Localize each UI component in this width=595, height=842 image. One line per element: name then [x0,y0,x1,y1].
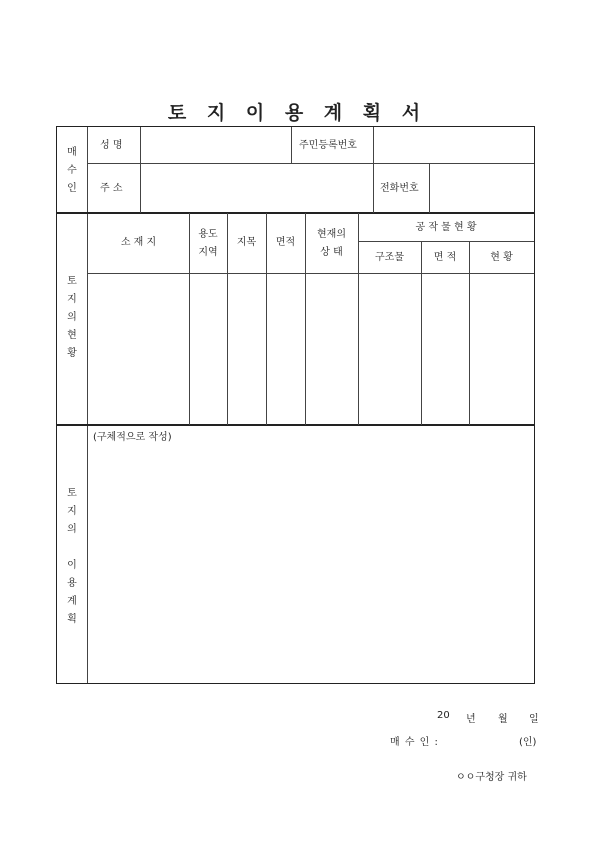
signer-label: 매 수 인 : [390,737,439,748]
struct-type-cell[interactable] [359,274,421,424]
date-month: 월 [498,714,508,725]
date-prefix: 20 [437,710,450,721]
land-status-section-label: 토 지 의 현 황 [67,276,77,359]
col-struct-status: 현 황 [490,252,513,263]
col-zoning-2: 지역 [198,247,218,258]
name-label: 성 명 [100,140,123,151]
addressee: ㅇㅇ구청장 귀하 [456,772,527,783]
name-resident-divider [291,127,292,163]
date-year: 년 [466,714,476,725]
struct-status-cell[interactable] [470,274,534,424]
land-location-cell[interactable] [88,274,189,424]
col-area: 면적 [275,237,296,248]
usage-plan-section-label: 토 지 의 이 용 계 획 [67,488,77,625]
col-struct-area: 면 적 [433,252,457,263]
address-field[interactable] [141,164,372,212]
phone-label: 전화번호 [380,183,419,194]
section-divider-1 [57,212,534,214]
col-category: 지목 [236,237,257,248]
col-current-1: 현재의 [317,229,346,240]
col-struct-type: 구조물 [375,252,404,263]
document-title: 토 지 이 용 계 획 서 [167,102,428,124]
usage-plan-hint: (구체적으로 작성) [93,432,172,443]
name-field[interactable] [141,128,290,162]
applicant-section-label: 매 수 인 [67,147,77,194]
land-category-cell[interactable] [228,274,266,424]
struct-area-cell[interactable] [422,274,469,424]
struct-group-divider [358,241,534,242]
col-location: 소 재 지 [120,237,157,248]
phone-field[interactable] [430,164,533,212]
land-current-cell[interactable] [306,274,358,424]
col-structure-group: 공 작 물 현 황 [415,222,477,233]
col-zoning-1: 용도 [198,229,218,240]
land-zoning-cell[interactable] [190,274,227,424]
resident-no-label: 주민등록번호 [299,140,357,151]
seal-mark: (인) [519,737,537,748]
land-area-cell[interactable] [267,274,305,424]
address-phone-divider [373,163,374,213]
form-table [56,126,535,684]
date-day: 일 [529,714,539,725]
col-current-2: 상 태 [320,247,343,258]
section-divider-2 [57,424,534,426]
resident-no-field[interactable] [374,128,532,162]
address-label: 주 소 [100,183,123,194]
usage-plan-field[interactable] [88,447,532,681]
